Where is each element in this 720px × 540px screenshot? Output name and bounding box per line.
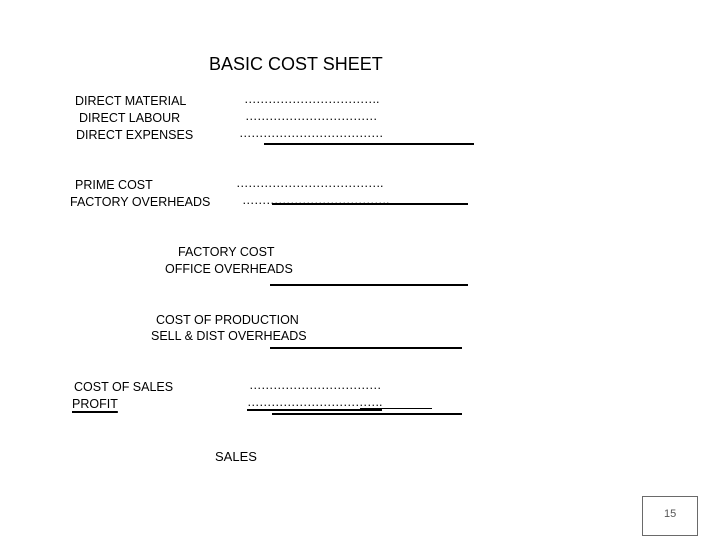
prime-cost-dots: ………………………………. xyxy=(236,176,383,190)
total-rule-sales xyxy=(272,413,462,415)
sheet-title: BASIC COST SHEET xyxy=(209,54,383,74)
direct-material-label: DIRECT MATERIAL xyxy=(75,94,187,108)
direct-labour-label: DIRECT LABOUR xyxy=(79,111,181,125)
prime-cost-label: PRIME COST xyxy=(75,178,153,192)
profit-dots: ……………………………. xyxy=(247,395,382,409)
cost-of-production-label: COST OF PRODUCTION xyxy=(156,313,299,327)
subtotal-rule-sales-cost xyxy=(270,347,462,349)
sales-label: SALES xyxy=(215,449,257,464)
direct-material-dots: ……………………………. xyxy=(244,92,379,106)
subtotal-rule-factory xyxy=(272,203,468,205)
factory-overheads-dots: ………………………………. xyxy=(242,193,389,207)
profit-underline-extension xyxy=(360,408,432,409)
subtotal-rule-prime xyxy=(264,143,474,145)
office-overheads-label: OFFICE OVERHEADS xyxy=(165,262,293,276)
cost-of-sales-label: COST OF SALES xyxy=(74,380,174,394)
page-number: 15 xyxy=(664,508,677,520)
direct-expenses-dots: ……………………………… xyxy=(239,126,383,140)
direct-labour-dots: …………………………… xyxy=(245,109,377,123)
sell-dist-overheads-label: SELL & DIST OVERHEADS xyxy=(151,329,307,343)
profit-label: PROFIT xyxy=(72,397,118,411)
factory-cost-label: FACTORY COST xyxy=(178,245,275,259)
cost-of-sales-dots: …………………………… xyxy=(249,378,381,392)
subtotal-rule-production xyxy=(270,284,468,286)
factory-overheads-label: FACTORY OVERHEADS xyxy=(70,195,211,209)
direct-expenses-label: DIRECT EXPENSES xyxy=(76,128,194,142)
